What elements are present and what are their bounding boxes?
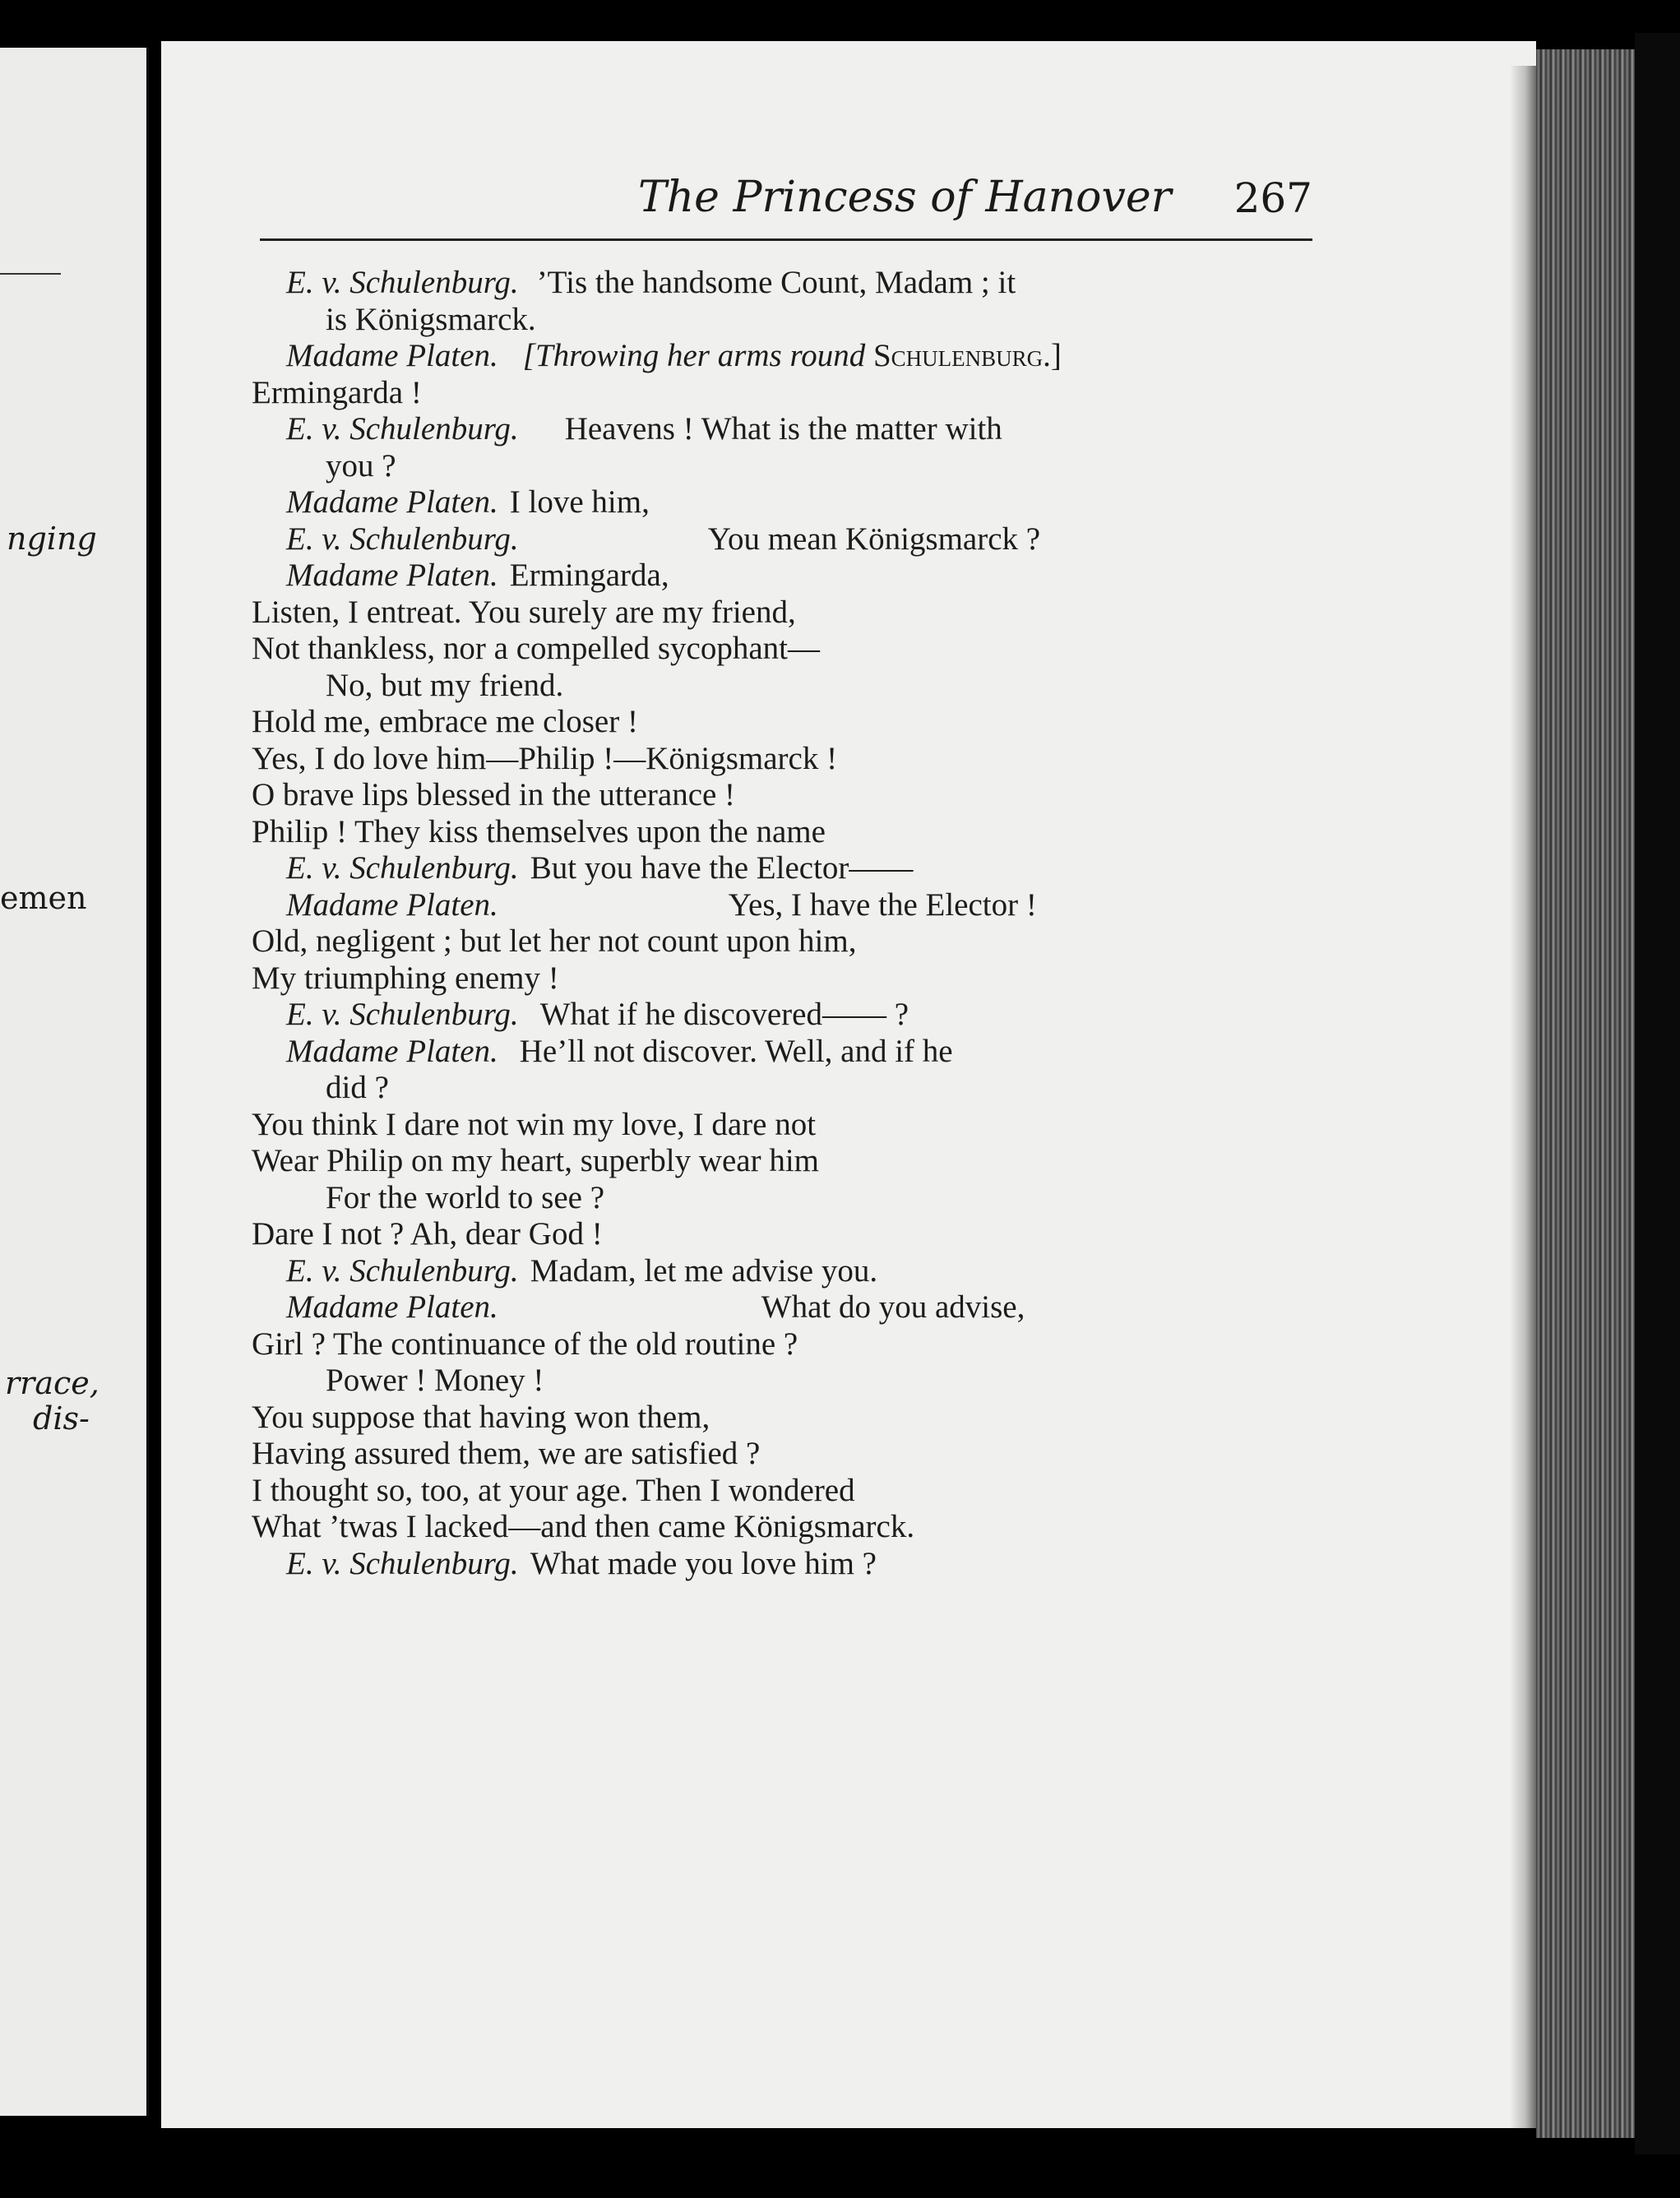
line-text: He’ll not discover. Well, and if he — [519, 1033, 953, 1069]
dialogue-line — [252, 448, 1337, 485]
line-text: you ? — [326, 447, 396, 484]
line-text: What ’twas I lacked—and then came Königsmarck. — [252, 1509, 915, 1544]
dialogue-line — [252, 411, 1337, 448]
line-text: Madam, let me advise you. — [530, 1252, 878, 1289]
verse-line — [252, 1473, 1337, 1510]
line-text: Girl ? The continuance of the old routine ? — [252, 1326, 798, 1362]
stage-direction-close: ] — [1050, 338, 1062, 373]
line-text: No, but my friend. — [326, 667, 564, 703]
verse-line — [252, 631, 1337, 668]
speaker-name: Madame Platen. — [286, 338, 498, 373]
facing-page-text: emen — [0, 880, 87, 916]
facing-page-text: dis- — [33, 1400, 90, 1437]
dialogue-line — [252, 1034, 1337, 1071]
stage-direction-name: Schulenburg. — [872, 338, 1051, 373]
line-text: But you have the Elector—— — [530, 850, 914, 886]
line-text: My triumphing enemy ! — [252, 960, 559, 996]
speaker-name: E. v. Schulenburg. — [286, 265, 519, 300]
dialogue-line — [252, 887, 1337, 924]
stage-direction: [Throwing her arms round — [522, 338, 866, 373]
speaker-name: Madame Platen. — [286, 558, 498, 593]
line-text: Ermingarda, — [509, 558, 669, 593]
line-text: What do you advise, — [761, 1289, 1025, 1325]
line-text: Hold me, embrace me closer ! — [252, 704, 638, 739]
line-text: Dare I not ? Ah, dear God ! — [252, 1216, 603, 1252]
line-text: Heavens ! What is the matter with — [564, 411, 1002, 447]
dialogue-line — [252, 521, 1337, 558]
speaker-name: E. v. Schulenburg. — [286, 997, 519, 1032]
line-text: What if he discovered—— ? — [539, 997, 909, 1032]
line-text: Yes, I have the Elector ! — [728, 886, 1037, 923]
verse-line — [252, 923, 1337, 960]
verse-line — [252, 777, 1337, 814]
speaker-name: E. v. Schulenburg. — [286, 411, 519, 447]
line-text: You mean Königsmarck ? — [707, 521, 1041, 557]
dialogue-line — [252, 484, 1337, 521]
line-text: You think I dare not win my love, I dare not — [252, 1106, 817, 1142]
verse-line — [252, 595, 1337, 632]
dialogue-line — [252, 850, 1337, 887]
speaker-name: Madame Platen. — [286, 886, 498, 923]
page-header — [260, 164, 1312, 241]
line-text: Ermingarda ! — [252, 374, 422, 410]
dialogue-line — [252, 265, 1181, 302]
speaker-name: E. v. Schulenburg. — [286, 1545, 519, 1581]
facing-page-text: nging — [7, 521, 97, 557]
line-text: For the world to see ? — [326, 1179, 605, 1215]
speaker-name: Madame Platen. — [286, 1289, 498, 1325]
line-text: What made you love him ? — [530, 1545, 877, 1581]
dialogue-line — [252, 302, 1337, 339]
dialogue-line — [252, 997, 1337, 1034]
page-number: 267 — [1233, 174, 1312, 222]
line-text: Old, negligent ; but let her not count upon him, — [252, 923, 857, 959]
verse-line — [252, 1363, 1337, 1400]
verse-line — [252, 704, 1337, 741]
dialogue-line — [252, 1546, 1337, 1583]
page-edge-shadow — [1510, 66, 1536, 2128]
line-text: did ? — [326, 1070, 389, 1105]
dialogue-line — [252, 1289, 1337, 1326]
verse-line — [252, 1326, 1337, 1363]
line-text: Philip ! They kiss themselves upon the name — [252, 813, 826, 849]
line-text: ’Tis the handsome Count, Madam ; it — [536, 265, 1016, 300]
line-text: is Königsmarck. — [326, 301, 536, 337]
line-text: Yes, I do love him—Philip !—Königsmarck ! — [252, 740, 838, 776]
facing-page-fragment — [0, 48, 149, 2116]
speaker-name: Madame Platen. — [286, 1033, 498, 1069]
line-text: Listen, I entreat. You surely are my friend, — [252, 594, 796, 630]
verse-line — [252, 1216, 1337, 1253]
speaker-name: E. v. Schulenburg. — [286, 521, 519, 557]
line-text: O brave lips blessed in the utterance ! — [252, 777, 736, 812]
verse-line — [252, 1107, 1337, 1144]
verse-line — [252, 1509, 1337, 1546]
dialogue-line — [252, 1070, 1337, 1107]
line-text: Not thankless, nor a compelled sycophant— — [252, 631, 821, 666]
line-text: Power ! Money ! — [326, 1363, 544, 1398]
line-text: I thought so, too, at your age. Then I wondered — [252, 1472, 855, 1508]
facing-page-text: rrace, — [5, 1365, 100, 1401]
verse-line — [252, 741, 1337, 778]
book-page — [161, 41, 1536, 2128]
dialogue-line — [252, 558, 1337, 595]
verse-line — [252, 375, 1337, 412]
verse-line — [252, 960, 1337, 997]
speaker-name: E. v. Schulenburg. — [286, 850, 519, 886]
line-text: Having assured them, we are satisfied ? — [252, 1436, 761, 1471]
speaker-name: E. v. Schulenburg. — [286, 1252, 519, 1289]
line-text: I love him, — [509, 484, 650, 520]
play-text — [252, 265, 1337, 1582]
dialogue-line — [252, 338, 1337, 375]
line-text: You suppose that having won them, — [252, 1399, 710, 1435]
verse-line — [252, 1400, 1337, 1437]
verse-line — [252, 1143, 1337, 1180]
speaker-name: Madame Platen. — [286, 484, 498, 520]
dialogue-line — [252, 1253, 1337, 1290]
running-title: The Princess of Hanover — [638, 173, 1172, 222]
facing-page-rule — [0, 273, 61, 275]
verse-line — [252, 1180, 1337, 1217]
page-stack-edge — [1536, 49, 1635, 2138]
verse-line — [252, 814, 1337, 851]
book-cover-edge — [1635, 33, 1680, 2154]
line-text: Wear Philip on my heart, superbly wear him — [252, 1143, 820, 1178]
verse-line — [252, 668, 1337, 705]
verse-line — [252, 1436, 1337, 1473]
